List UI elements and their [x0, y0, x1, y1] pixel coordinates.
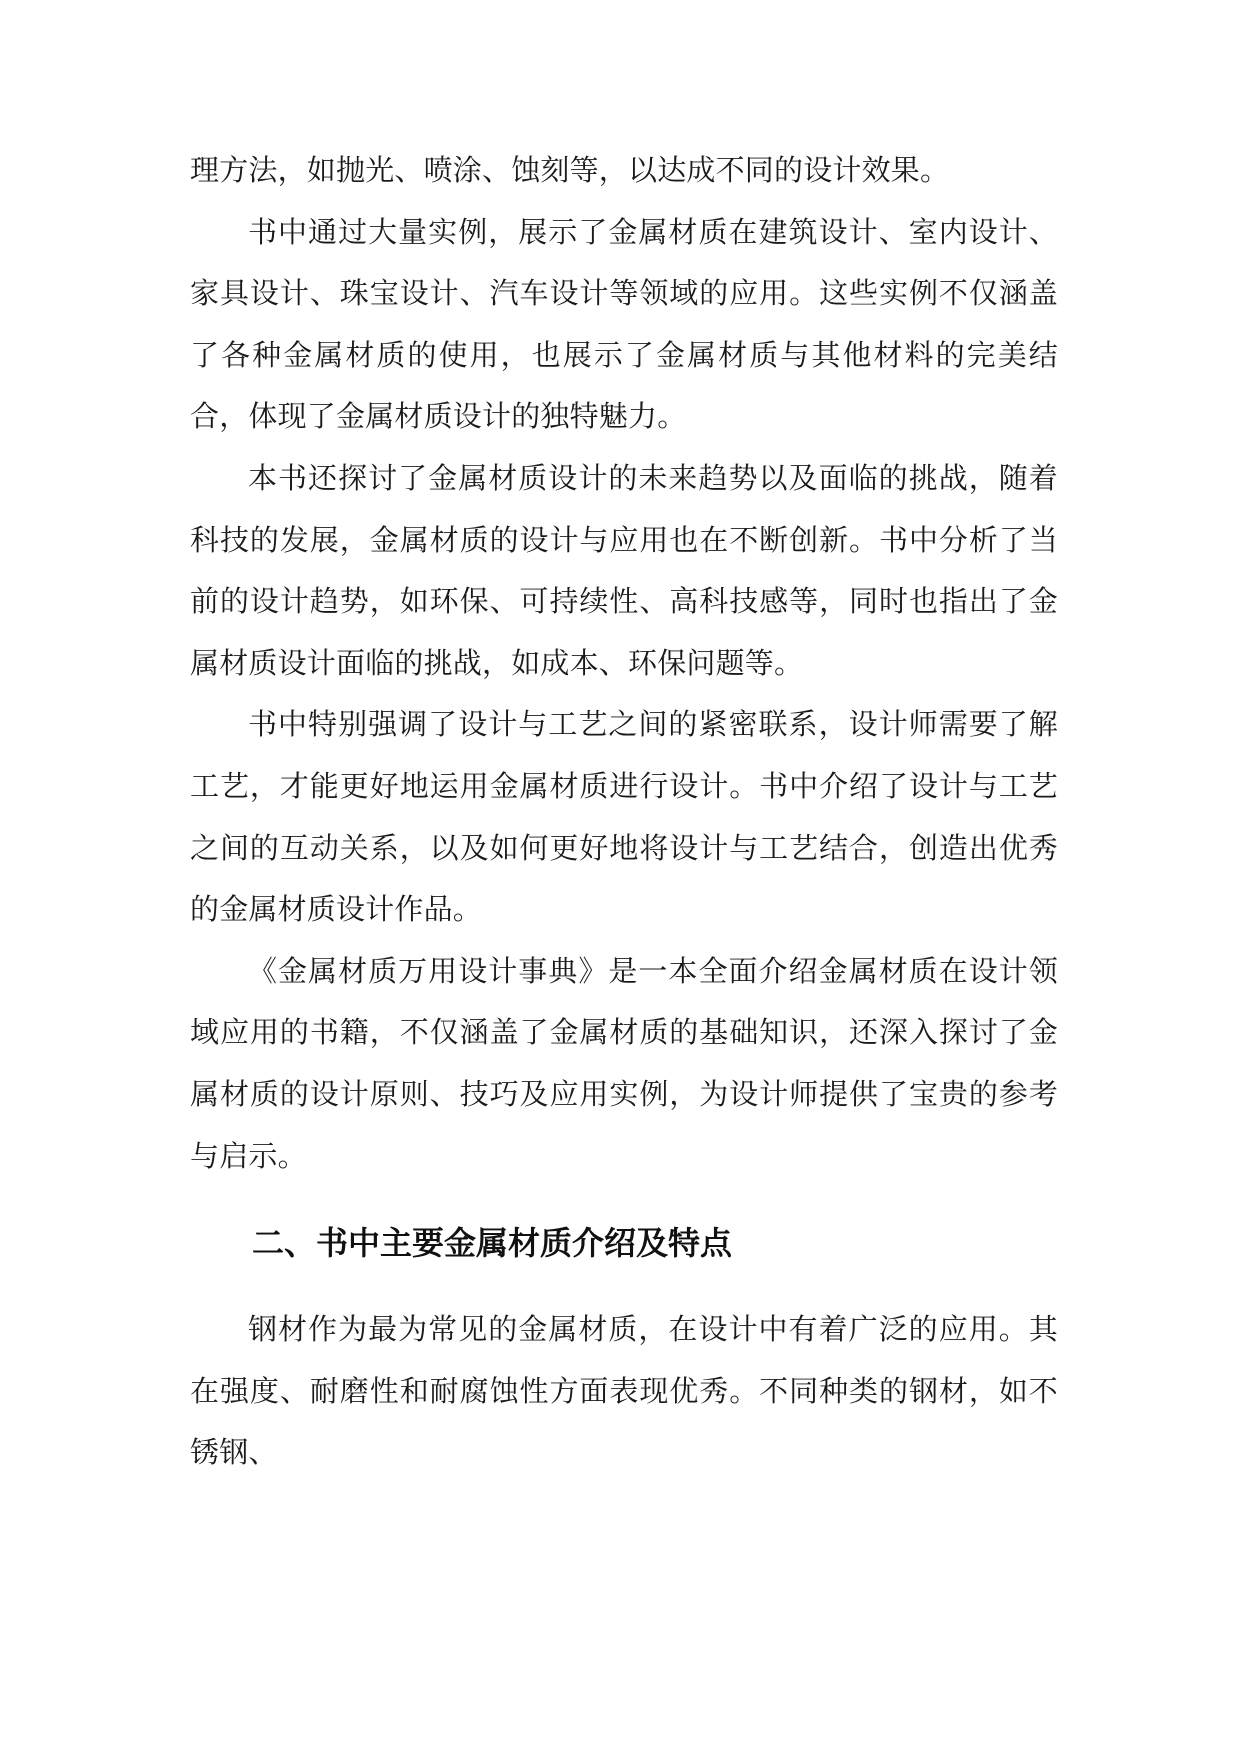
paragraph-craft: 书中特别强调了设计与工艺之间的紧密联系，设计师需要了解工艺，才能更好地运用金属材质进行设计。书中介绍了设计与工艺之间的互动关系，以及如何更好地将设计与工艺结合，创造出优秀的金属材质设计作品。 — [190, 707, 1058, 927]
section-heading: 二、书中主要金属材质介绍及特点 — [252, 1224, 733, 1263]
paragraph-summary: 《金属材质万用设计事典》是一本全面介绍金属材质在设计领域应用的书籍，不仅涵盖了金属材质的基础知识，还深入探讨了金属材质的设计原则、技巧及应用实例，为设计师提供了宝贵的参考与启示。 — [190, 953, 1058, 1173]
paragraph-steel: 钢材作为最为常见的金属材质，在设计中有着广泛的应用。其在强度、耐磨性和耐腐蚀性方面表现优秀。不同种类的钢材，如不锈钢、 — [190, 1312, 1058, 1470]
paragraph-trends: 本书还探讨了金属材质设计的未来趋势以及面临的挑战，随着科技的发展，金属材质的设计与应用也在不断创新。书中分析了当前的设计趋势，如环保、可持续性、高科技感等，同时也指出了金属材质设计面临的挑战，如成本、环保问题等。 — [190, 460, 1058, 680]
page-content — [190, 140, 1058, 1484]
paragraph-continuation: 理方法，如抛光、喷涂、蚀刻等，以达成不同的设计效果。 — [190, 153, 950, 187]
paragraph-examples: 书中通过大量实例，展示了金属材质在建筑设计、室内设计、家具设计、珠宝设计、汽车设计等领域的应用。这些实例不仅涵盖了各种金属材质的使用，也展示了金属材质与其他材料的完美结合，体现了金属材质设计的独特魅力。 — [190, 214, 1058, 434]
